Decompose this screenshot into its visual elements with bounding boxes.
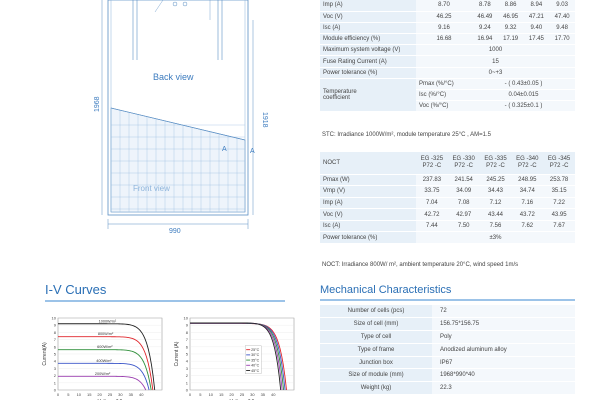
model-suffix: P72 -C	[517, 162, 537, 169]
stc-note: STC: Irradiance 1000W/m², module temperature 25°C , AM=1.5	[322, 132, 491, 138]
noct-note: NOCT: Irradiance 800W/ m², ambient temperature 20°C, wind speed 1m/s	[322, 262, 519, 268]
noct-cell: 42.97	[448, 209, 480, 221]
x-tick-label: 20	[229, 392, 234, 397]
noct-row	[320, 174, 575, 186]
x-tick-label: 30	[250, 392, 255, 397]
temp-coefficient-row	[320, 78, 575, 89]
section-label-a: A	[222, 146, 227, 153]
noct-cell: 42.72	[416, 209, 448, 221]
noct-row-label: Isc (A)	[320, 220, 416, 232]
y-tick-label: 2	[185, 373, 188, 379]
spec-cell: 17.70	[549, 34, 575, 45]
mech-row	[320, 331, 575, 344]
model-name: EG -325	[420, 155, 444, 162]
spec-cell: 46.49	[472, 11, 498, 22]
mech-row-label: Size of module (mm)	[320, 369, 432, 382]
noct-model-header	[448, 152, 480, 174]
y-tick-label: 1	[53, 380, 56, 386]
mechanical-table	[320, 305, 575, 395]
temp-coefficient-value: - ( 0.325±0.1 )	[472, 101, 575, 112]
iv-title-underline	[45, 300, 285, 302]
dim-width: 990	[169, 228, 181, 235]
noct-cell: 43.95	[543, 209, 575, 221]
iv-chart-temperature	[172, 312, 300, 400]
y-tick-label: 9	[185, 322, 188, 328]
mech-title-underline	[320, 299, 575, 301]
mech-row	[320, 382, 575, 395]
model-name: EG -335	[484, 155, 507, 162]
spec-row-label: Maximum system voltage (V)	[320, 45, 416, 56]
noct-row-label: Imp (A)	[320, 197, 416, 209]
model-suffix: P72 -C	[454, 162, 474, 169]
y-tick-label: 4	[185, 358, 188, 364]
section-label-a2: A	[250, 148, 255, 155]
spec-row-label: Fuse Rating Current (A)	[320, 56, 416, 67]
model-suffix: P72 -C	[422, 162, 442, 169]
model-name: EG -340	[516, 155, 539, 162]
y-tick-label: 3	[53, 365, 56, 371]
noct-cell: 253.78	[543, 174, 575, 186]
noct-cell: 237.83	[416, 174, 448, 186]
temp-coefficient-value: - ( 0.43±0.05 )	[472, 78, 575, 89]
mech-row-label: Junction box	[320, 356, 432, 369]
temp-coefficient-label	[320, 78, 416, 112]
y-tick-label: 10	[183, 315, 188, 321]
series-label: 200W/m²	[94, 371, 111, 376]
noct-row-label: Voc (V)	[320, 209, 416, 221]
y-tick-label: 6	[53, 344, 56, 350]
mech-row	[320, 318, 575, 331]
noct-cell: 7.56	[480, 220, 512, 232]
x-tick-label: 5	[199, 392, 202, 397]
y-tick-label: 7	[185, 337, 188, 343]
spec-cell: 47.40	[549, 11, 575, 22]
noct-cell: ±3%	[416, 232, 575, 244]
noct-row	[320, 232, 575, 244]
mech-row-value: 72	[432, 305, 575, 318]
spec-row-label: Voc (V)	[320, 11, 416, 22]
noct-row	[320, 209, 575, 221]
temp-label-line1: Temperature	[323, 89, 357, 96]
y-tick-label: 0	[185, 387, 188, 393]
dim-height-right: 1918	[261, 112, 268, 128]
y-tick-label: 7	[53, 337, 56, 343]
noct-cell: 7.04	[416, 197, 448, 209]
series-label: 1000W/m²	[98, 319, 117, 324]
spec-row-label: Imp (A)	[320, 0, 416, 11]
spec-cell: 46.25	[416, 11, 472, 22]
spec-cell: 9.32	[498, 22, 524, 33]
mech-row-value: 22.3	[432, 382, 575, 395]
model-suffix: P72 -C	[486, 162, 505, 169]
mech-row-value: IP67	[432, 356, 575, 369]
x-tick-label: 5	[67, 392, 70, 397]
spec-row	[320, 0, 575, 11]
back-view-label: Back view	[153, 72, 194, 82]
mech-row	[320, 356, 575, 369]
noct-row	[320, 186, 575, 198]
noct-model-header	[480, 152, 512, 174]
noct-row-label: Power tolerance (%)	[320, 232, 416, 244]
spec-row-label: Module efficiency (%)	[320, 34, 416, 45]
iv-chart-irradiance	[40, 312, 168, 400]
noct-cell: 245.25	[480, 174, 512, 186]
y-axis-label: Current(A)	[42, 342, 48, 366]
y-tick-label: 8	[53, 329, 56, 335]
spec-cell: 16.68	[416, 34, 472, 45]
y-tick-label: 1	[185, 380, 188, 386]
noct-header-row	[320, 152, 575, 174]
spec-row	[320, 34, 575, 45]
spec-cell: 8.94	[524, 0, 550, 11]
x-tick-label: 10	[208, 392, 214, 397]
spec-row	[320, 56, 575, 67]
temp-coefficient-name: Voc (%/°C)	[416, 101, 472, 112]
mech-row-value: Anodized aluminum alloy	[432, 343, 575, 356]
spec-row	[320, 22, 575, 33]
y-tick-label: 4	[53, 358, 56, 364]
spec-cell: 8.70	[416, 0, 472, 11]
mech-row-value: 1968*990*40	[432, 369, 575, 382]
spec-cell: 1000	[416, 45, 575, 56]
noct-cell: 7.16	[511, 197, 543, 209]
noct-row	[320, 220, 575, 232]
x-tick-label: 35	[128, 392, 134, 397]
model-suffix: P72 -C	[549, 162, 569, 169]
spec-cell: 9.24	[472, 22, 498, 33]
mech-row-label: Weight (kg)	[320, 382, 432, 395]
spec-cell: 15	[416, 56, 575, 67]
noct-cell: 7.08	[448, 197, 480, 209]
x-tick-label: 15	[218, 392, 224, 397]
mech-row-label: Size of cell (mm)	[320, 318, 432, 331]
spec-cell: 47.21	[524, 11, 550, 22]
y-tick-label: 3	[185, 365, 188, 371]
mech-row-label: Type of frame	[320, 343, 432, 356]
noct-cell: 7.62	[511, 220, 543, 232]
legend-entry: 40°C	[251, 363, 260, 368]
noct-cell: 7.50	[448, 220, 480, 232]
spec-cell: 8.78	[472, 0, 498, 11]
x-tick-label: 40	[270, 392, 276, 397]
spec-cell: 9.40	[524, 22, 550, 33]
legend-entry: 25°C	[251, 347, 260, 352]
x-tick-label: 15	[86, 392, 92, 397]
y-tick-label: 6	[185, 344, 188, 350]
temp-coefficient-value: 0.04±0.015	[472, 90, 575, 101]
spec-cell: 46.95	[498, 11, 524, 22]
spec-cell: 9.03	[549, 0, 575, 11]
y-tick-label: 5	[53, 351, 56, 357]
series-label: 400W/m²	[96, 358, 112, 363]
mech-row-value: Poly	[432, 331, 575, 344]
mech-row-label: Type of cell	[320, 331, 432, 344]
spec-cell: 16.94	[472, 34, 498, 45]
noct-row-label: Pmax (W)	[320, 174, 416, 186]
y-axis-label: Current (A)	[174, 341, 180, 367]
x-tick-label: 10	[76, 392, 82, 397]
noct-row	[320, 197, 575, 209]
x-tick-label: 30	[118, 392, 123, 397]
x-tick-label: 35	[260, 392, 266, 397]
noct-cell: 35.15	[543, 186, 575, 198]
mech-row-value: 156.75*156.75	[432, 318, 575, 331]
spec-cell: 17.45	[524, 34, 550, 45]
spec-cell: 8.86	[498, 0, 524, 11]
noct-cell: 34.43	[480, 186, 512, 198]
front-view-cutaway	[111, 108, 245, 212]
noct-table	[320, 152, 575, 244]
iv-curves-title: I-V Curves	[45, 282, 107, 297]
y-tick-label: 2	[53, 373, 56, 379]
x-tick-label: 20	[97, 392, 102, 397]
x-tick-label: 40	[138, 392, 144, 397]
noct-model-header	[543, 152, 575, 174]
spec-row-label: Isc (A)	[320, 22, 416, 33]
legend-entry: 35°C	[251, 358, 260, 363]
noct-cell: 248.95	[511, 174, 543, 186]
noct-header-label: NOCT	[320, 152, 416, 174]
temp-coefficient-name: Pmax (%/°C)	[416, 78, 472, 89]
x-tick-label: 0	[56, 392, 60, 397]
spec-row-label: Power tolerance (%)	[320, 67, 416, 78]
dim-height-left: 1968	[94, 96, 101, 112]
spec-row	[320, 11, 575, 22]
noct-cell: 7.12	[480, 197, 512, 209]
y-tick-label: 9	[53, 322, 56, 328]
noct-cell: 34.09	[448, 186, 480, 198]
model-name: EG -330	[452, 155, 475, 162]
x-tick-label: 0	[188, 392, 192, 397]
legend-entry: 45°C	[251, 368, 260, 373]
mech-row	[320, 305, 575, 318]
temp-label-line2: coefficient	[323, 95, 350, 102]
spec-row	[320, 67, 575, 78]
noct-cell: 43.44	[480, 209, 512, 221]
module-drawing	[45, 0, 300, 250]
x-tick-label: 25	[107, 392, 113, 397]
noct-model-header	[511, 152, 543, 174]
noct-cell: 7.44	[416, 220, 448, 232]
noct-cell: 34.74	[511, 186, 543, 198]
mech-row-label: Number of cells (pcs)	[320, 305, 432, 318]
noct-cell: 7.22	[543, 197, 575, 209]
spec-cell: 17.19	[498, 34, 524, 45]
noct-cell: 33.75	[416, 186, 448, 198]
x-tick-label: 25	[239, 392, 245, 397]
noct-cell: 241.54	[448, 174, 480, 186]
y-tick-label: 10	[51, 315, 56, 321]
spec-row	[320, 45, 575, 56]
series-label: 600W/m²	[97, 345, 113, 350]
mechanical-title: Mechanical Characteristics	[320, 284, 452, 296]
temp-coefficient-name: Isc (%/°C)	[416, 90, 472, 101]
y-tick-label: 8	[185, 329, 188, 335]
spec-cell: 9.16	[416, 22, 472, 33]
spec-cell: 0~+3	[416, 67, 575, 78]
noct-cell: 43.72	[511, 209, 543, 221]
mech-row	[320, 343, 575, 356]
noct-cell: 7.67	[543, 220, 575, 232]
spec-cell: 9.48	[549, 22, 575, 33]
electrical-spec-table	[320, 0, 575, 112]
y-tick-label: 5	[185, 351, 188, 357]
noct-row-label: Vmp (V)	[320, 186, 416, 198]
front-view-label: Front view	[133, 184, 170, 193]
legend-entry: 30°C	[251, 353, 260, 358]
mech-row	[320, 369, 575, 382]
model-name: EG -345	[547, 155, 571, 162]
y-tick-label: 0	[53, 387, 56, 393]
noct-model-header	[416, 152, 448, 174]
series-label: 800W/m²	[97, 332, 114, 337]
